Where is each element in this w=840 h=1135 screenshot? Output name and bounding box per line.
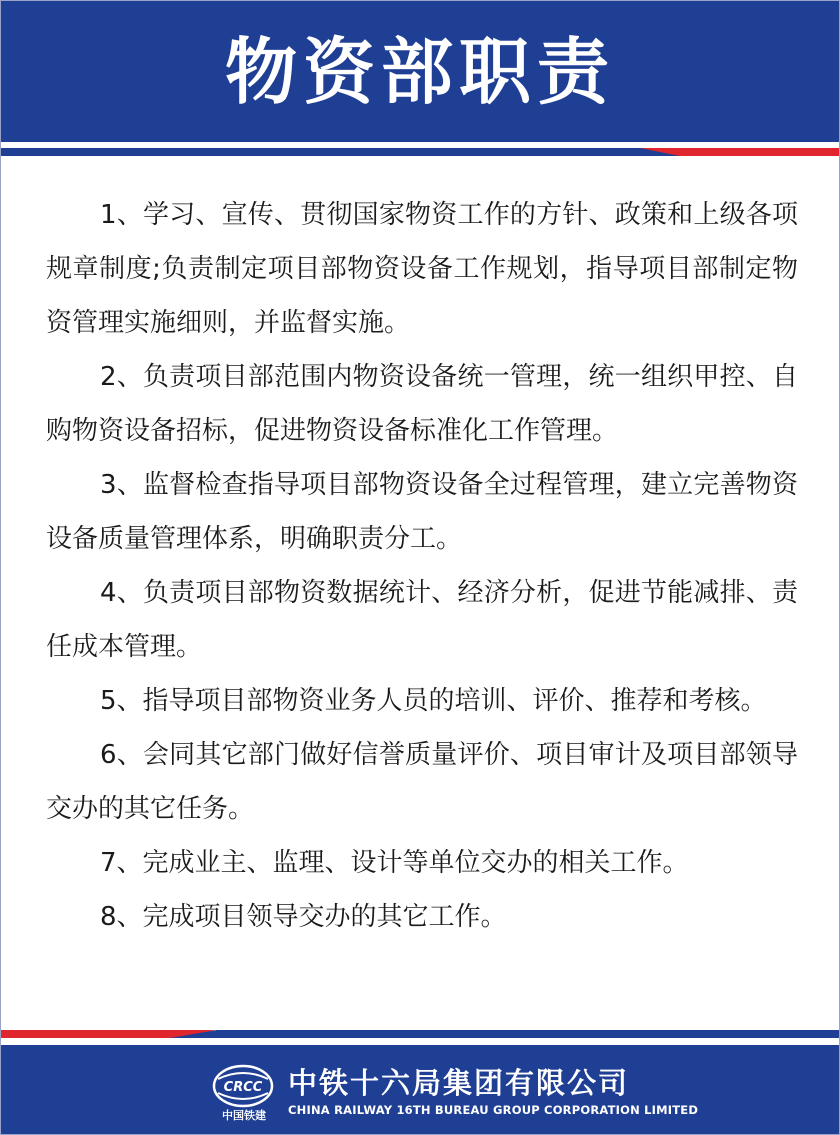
duty-item: 5、指导项目部物资业务人员的培训、评价、推荐和考核。 — [100, 686, 767, 716]
top-blue-stripe — [0, 148, 690, 156]
duty-item: 2、负责项目部范围内物资设备统一管理，统一组织甲控、自购物资设备招标，促进物资设备标准化工作管理。 — [46, 362, 798, 446]
bottom-blue-stripe — [170, 1030, 840, 1038]
company-name-cn: 中铁十六局集团有限公司 — [288, 1066, 630, 1100]
footer-banner — [0, 1045, 840, 1135]
duties-list — [46, 188, 798, 944]
company-name-en: CHINA RAILWAY 16TH BUREAU GROUP CORPORATION LIMITED — [288, 1103, 699, 1117]
duty-item: 4、负责项目部物资数据统计、经济分析，促进节能减排、责任成本管理。 — [46, 578, 798, 662]
page-title: 物资部职责 — [224, 30, 615, 114]
duty-item: 6、会同其它部门做好信誉质量评价、项目审计及项目部领导交办的其它任务。 — [46, 740, 798, 824]
logo-caption: 中国铁建 — [222, 1109, 266, 1122]
crcc-logo-icon — [212, 1063, 274, 1109]
header-banner — [0, 0, 840, 142]
duty-item: 8、完成项目领导交办的其它工作。 — [100, 902, 507, 932]
duty-item: 7、完成业主、监理、设计等单位交办的相关工作。 — [100, 848, 689, 878]
duty-item: 3、监督检查指导项目部物资设备全过程管理，建立完善物资设备质量管理体系，明确职责分工。 — [46, 470, 798, 554]
logo-mark: CRCC — [223, 1080, 263, 1095]
duty-item: 1、学习、宣传、贯彻国家物资工作的方针、政策和上级各项规章制度;负责制定项目部物资设备工作规划，指导项目部制定物资管理实施细则，并监督实施。 — [46, 200, 798, 338]
